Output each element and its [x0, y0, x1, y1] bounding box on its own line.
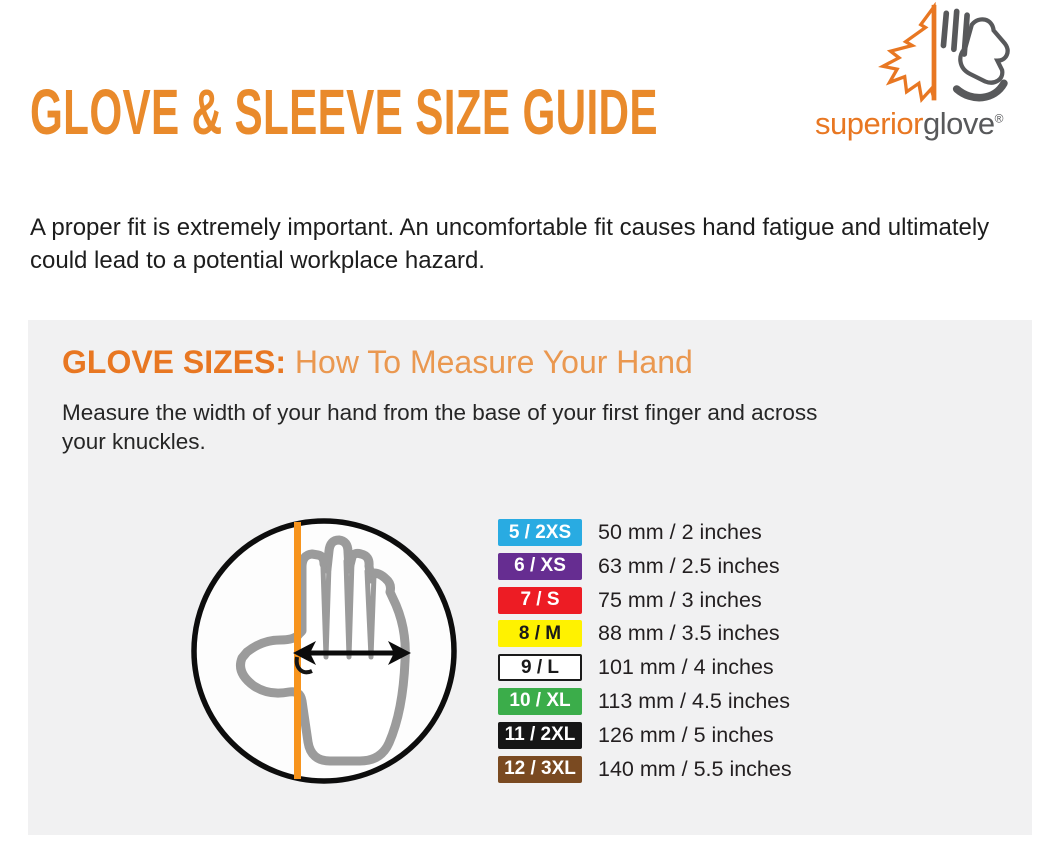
- instructions-line-2: your knuckles.: [62, 429, 206, 454]
- registered-trademark: ®: [994, 111, 1003, 126]
- size-row: [498, 519, 792, 546]
- size-value: 88 mm / 3.5 inches: [598, 621, 780, 646]
- size-badge: 12 / 3XL: [498, 756, 582, 783]
- size-row: [498, 688, 792, 715]
- intro-line-1: A proper fit is extremely important. An uncomfortable fit causes hand fatigue and ultimately: [30, 214, 990, 241]
- measure-instructions: [62, 398, 817, 456]
- size-row: [498, 722, 792, 749]
- brand-name-superior: superior: [815, 106, 923, 141]
- size-value: 140 mm / 5.5 inches: [598, 756, 792, 781]
- glove-sizes-panel: [28, 320, 1032, 835]
- size-badge: 8 / M: [498, 620, 582, 647]
- size-row: [498, 553, 792, 580]
- size-row: [498, 587, 792, 614]
- size-badge: 10 / XL: [498, 688, 582, 715]
- size-row: [498, 620, 792, 647]
- intro-paragraph: [30, 211, 989, 277]
- size-value: 126 mm / 5 inches: [598, 722, 774, 747]
- size-value: 101 mm / 4 inches: [598, 655, 774, 680]
- size-table: [498, 519, 792, 783]
- size-value: 50 mm / 2 inches: [598, 520, 762, 544]
- page-title: GLOVE & SLEEVE SIZE GUIDE: [30, 76, 658, 148]
- instructions-line-1: Measure the width of your hand from the base of your first finger and across: [62, 400, 818, 425]
- size-row: [498, 756, 792, 783]
- brand-name-glove: glove: [923, 106, 995, 141]
- size-badge: 9 / L: [498, 654, 582, 681]
- size-badge: 11 / 2XL: [498, 722, 582, 749]
- intro-line-2: could lead to a potential workplace hazard.: [30, 247, 485, 274]
- size-row: [498, 654, 792, 681]
- size-badge: 6 / XS: [498, 553, 582, 580]
- size-badge: 5 / 2XS: [498, 519, 582, 546]
- brand-wordmark: [815, 106, 1003, 142]
- size-value: 63 mm / 2.5 inches: [598, 553, 780, 578]
- hand-measurement-illustration: [190, 509, 458, 793]
- section-heading-strong: GLOVE SIZES:: [62, 344, 287, 380]
- brand-logo: [813, 0, 1041, 150]
- maple-leaf-hand-icon: [858, 2, 1010, 106]
- size-value: 75 mm / 3 inches: [598, 587, 762, 612]
- size-badge: 7 / S: [498, 587, 582, 614]
- section-heading: [62, 344, 693, 380]
- size-value: 113 mm / 4.5 inches: [598, 688, 790, 713]
- section-heading-light: How To Measure Your Hand: [286, 344, 693, 380]
